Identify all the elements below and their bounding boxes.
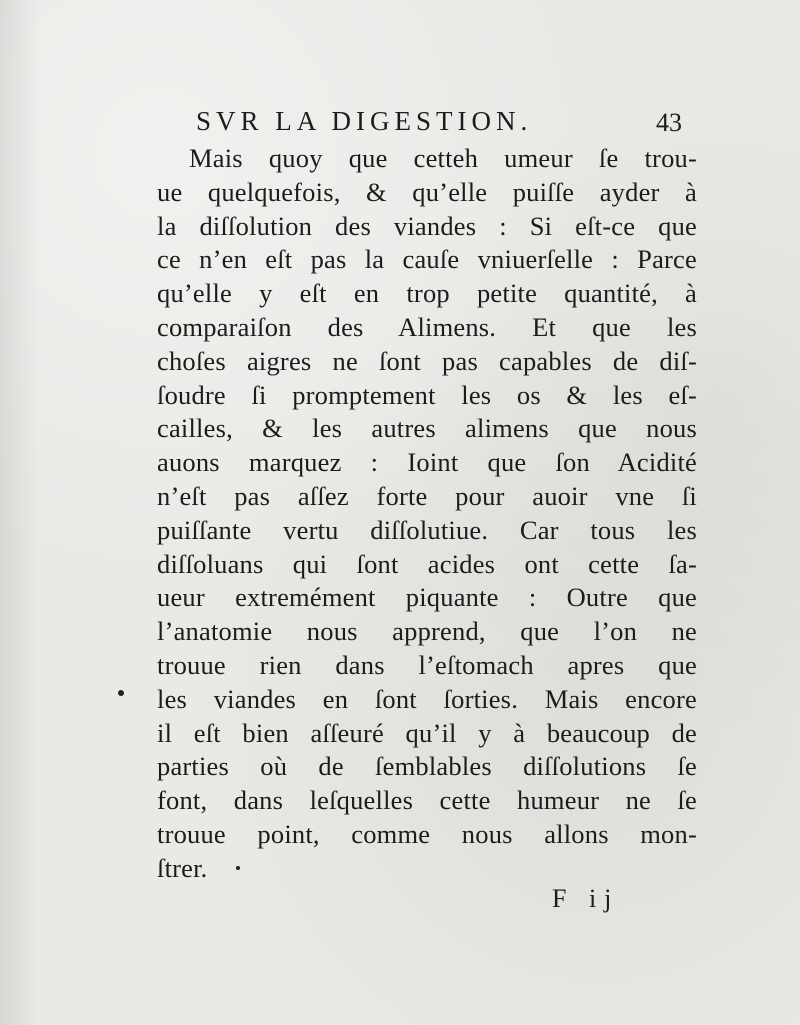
text-line: les viandes en ſont ſorties. Mais encore — [157, 683, 697, 714]
text-line: diſſoluans qui ſont acides ont cette ſa- — [157, 548, 697, 579]
text-line: choſes aigres ne ſont pas capables de diſ- — [157, 345, 697, 376]
text-line: la diſſolution des viandes : Si eſt-ce que — [157, 210, 697, 241]
text-line: il eſt bien aſſeuré qu’il y à beaucoup de — [157, 717, 697, 748]
page-edge-shadow — [0, 0, 40, 1025]
text-line: qu’elle y eſt en trop petite quantité, à — [157, 278, 697, 309]
text-line: Mais quoy que cetteh umeur ſe trou- — [189, 143, 697, 173]
text-line: ue quelquefois, & qu’elle puiſſe ayder à — [157, 176, 697, 207]
signature-mark: F ij — [552, 884, 620, 913]
running-head: SVR LA DIGESTION. — [196, 106, 533, 136]
text-line: ueur extremément piquante : Outre que — [157, 582, 697, 613]
body-text — [157, 142, 697, 886]
text-line: trouue point, comme nous allons mon- — [157, 818, 697, 849]
page-number: 43 — [656, 108, 682, 137]
ink-speck — [236, 866, 240, 870]
text-line: comparaiſon des Alimens. Et que les — [157, 311, 697, 342]
text-line: font, dans leſquelles cette humeur ne ſe — [157, 785, 697, 816]
text-line: auons marquez : Ioint que ſon Acidité — [157, 447, 697, 478]
text-line: l’anatomie nous apprend, que l’on ne — [157, 616, 697, 647]
text-line: ſtrer. — [157, 852, 208, 883]
text-line: ſoudre ſi promptement les os & les eſ- — [157, 379, 697, 410]
text-line: ce n’en eſt pas la cauſe vniuerſelle : Parce — [157, 244, 697, 275]
text-line: cailles, & les autres alimens que nous — [157, 413, 697, 444]
text-line: parties où de ſemblables diſſolutions ſe — [157, 751, 697, 782]
ink-speck — [118, 690, 124, 696]
text-line: trouue rien dans l’eſtomach apres que — [157, 649, 697, 680]
text-line: n’eſt pas aſſez forte pour auoir vne ſi — [157, 480, 697, 511]
text-line: puiſſante vertu diſſolutiue. Car tous les — [157, 514, 697, 545]
